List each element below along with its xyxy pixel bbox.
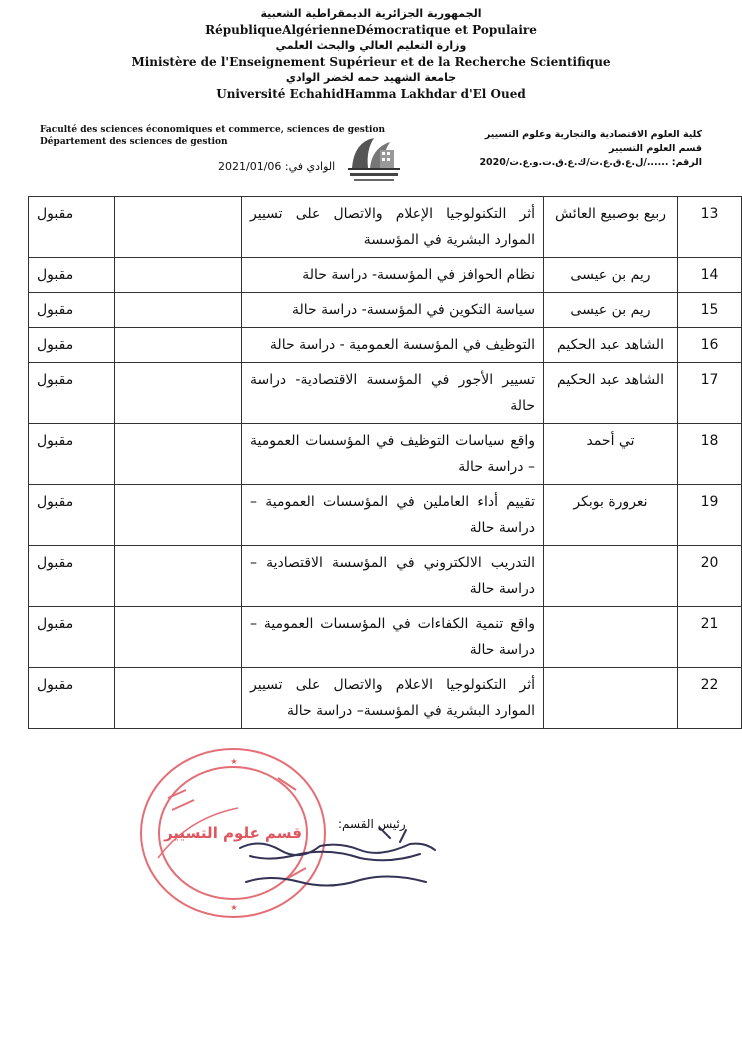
header-university-fr: Université EchahidHamma Lakhdar d'El Oued [216, 87, 526, 101]
table-row [29, 293, 742, 328]
row-empty-cell [115, 668, 242, 729]
table-row [29, 363, 742, 424]
document-header [0, 6, 742, 102]
row-empty-cell [115, 485, 242, 546]
row-title: التدريب الالكتروني في المؤسسة الاقتصادية – دراسة حالة [242, 546, 544, 607]
handwritten-signature-icon [230, 820, 440, 900]
row-author [544, 607, 678, 668]
row-empty-cell [115, 197, 242, 258]
row-number: 21 [678, 607, 742, 668]
table-row [29, 197, 742, 258]
row-status: مقبول [29, 258, 115, 293]
row-number: 20 [678, 546, 742, 607]
row-empty-cell [115, 424, 242, 485]
row-status: مقبول [29, 607, 115, 668]
reference-number: الرقم: ....../ل.ع.ق.ع.ت/ك.ع.ق.ت.و.ع.ت/2020 [479, 157, 702, 168]
row-status: مقبول [29, 328, 115, 363]
header-university-ar: جامعة الشهيد حمه لخضر الوادي [285, 71, 457, 84]
row-author: نعرورة بوبكر [544, 485, 678, 546]
row-status: مقبول [29, 197, 115, 258]
row-title: سياسة التكوين في المؤسسة- دراسة حالة [242, 293, 544, 328]
header-republic-ar: الجمهورية الجزائرية الديمقراطية الشعبية [260, 7, 482, 20]
row-number: 13 [678, 197, 742, 258]
row-empty-cell [115, 607, 242, 668]
department-head-label: رئيس القسم: [338, 817, 406, 831]
row-number: 19 [678, 485, 742, 546]
row-author [544, 546, 678, 607]
row-number: 18 [678, 424, 742, 485]
row-title: تسيير الأجور في المؤسسة الاقتصادية- دراسة حالة [242, 363, 544, 424]
row-author: الشاهد عبد الحكيم [544, 328, 678, 363]
table-row [29, 546, 742, 607]
row-empty-cell [115, 328, 242, 363]
row-author: الشاهد عبد الحكيم [544, 363, 678, 424]
row-status: مقبول [29, 546, 115, 607]
row-number: 22 [678, 668, 742, 729]
row-number: 15 [678, 293, 742, 328]
row-status: مقبول [29, 424, 115, 485]
table-row [29, 485, 742, 546]
row-status: مقبول [29, 293, 115, 328]
row-title: أثر التكنولوجيا الاعلام والاتصال على تسيير الموارد البشرية في المؤسسة– دراسة حالة [242, 668, 544, 729]
row-title: التوظيف في المؤسسة العمومية - دراسة حالة [242, 328, 544, 363]
row-empty-cell [115, 258, 242, 293]
row-empty-cell [115, 363, 242, 424]
table-row [29, 258, 742, 293]
faculty-ar-block [479, 128, 702, 170]
row-author [544, 668, 678, 729]
row-title: تقييم أداء العاملين في المؤسسات العمومية – دراسة حالة [242, 485, 544, 546]
department-ar: قسم العلوم التسيير [609, 143, 702, 154]
department-fr: Département des sciences de gestion [40, 137, 228, 147]
document-date: الوادي في: 2021/01/06 [218, 160, 336, 173]
table-row [29, 424, 742, 485]
row-status: مقبول [29, 668, 115, 729]
faculty-fr: Faculté des sciences économiques et commerce, sciences de gestion [40, 125, 385, 135]
thesis-topics-table [28, 196, 742, 729]
header-ministry-fr: Ministère de l'Enseignement Supérieur et de la Recherche Scientifique [131, 55, 611, 69]
faculty-ar: كلية العلوم الاقتصادية والتجارية وعلوم التسيير [484, 129, 702, 140]
row-number: 16 [678, 328, 742, 363]
row-title: أثر التكنولوجيا الإعلام والاتصال على تسيير الموارد البشرية في المؤسسة [242, 197, 544, 258]
faculty-fr-block [40, 124, 385, 148]
header-ministry-ar: وزارة التعليم العالي والبحث العلمي [275, 39, 467, 52]
row-empty-cell [115, 546, 242, 607]
table-row [29, 668, 742, 729]
row-author: ربيع بوصبيع العائش [544, 197, 678, 258]
row-author: ريم بن عيسى [544, 258, 678, 293]
row-author: تي أحمد [544, 424, 678, 485]
svg-text:★: ★ [230, 757, 238, 766]
header-republic-fr: RépubliqueAlgérienneDémocratique et Populaire [205, 23, 537, 37]
table-row [29, 328, 742, 363]
row-number: 17 [678, 363, 742, 424]
row-author: ريم بن عيسى [544, 293, 678, 328]
stamp-text: قسم علوم التسيير [164, 824, 302, 842]
row-title: واقع سياسات التوظيف في المؤسسات العمومية – دراسة حالة [242, 424, 544, 485]
svg-text:★: ★ [230, 903, 238, 912]
row-title: واقع تنمية الكفاءات في المؤسسات العمومية – دراسة حالة [242, 607, 544, 668]
row-empty-cell [115, 293, 242, 328]
row-status: مقبول [29, 363, 115, 424]
row-title: نظام الحوافز في المؤسسة- دراسة حالة [242, 258, 544, 293]
row-number: 14 [678, 258, 742, 293]
university-logo-icon [344, 130, 404, 184]
table-row [29, 607, 742, 668]
row-status: مقبول [29, 485, 115, 546]
